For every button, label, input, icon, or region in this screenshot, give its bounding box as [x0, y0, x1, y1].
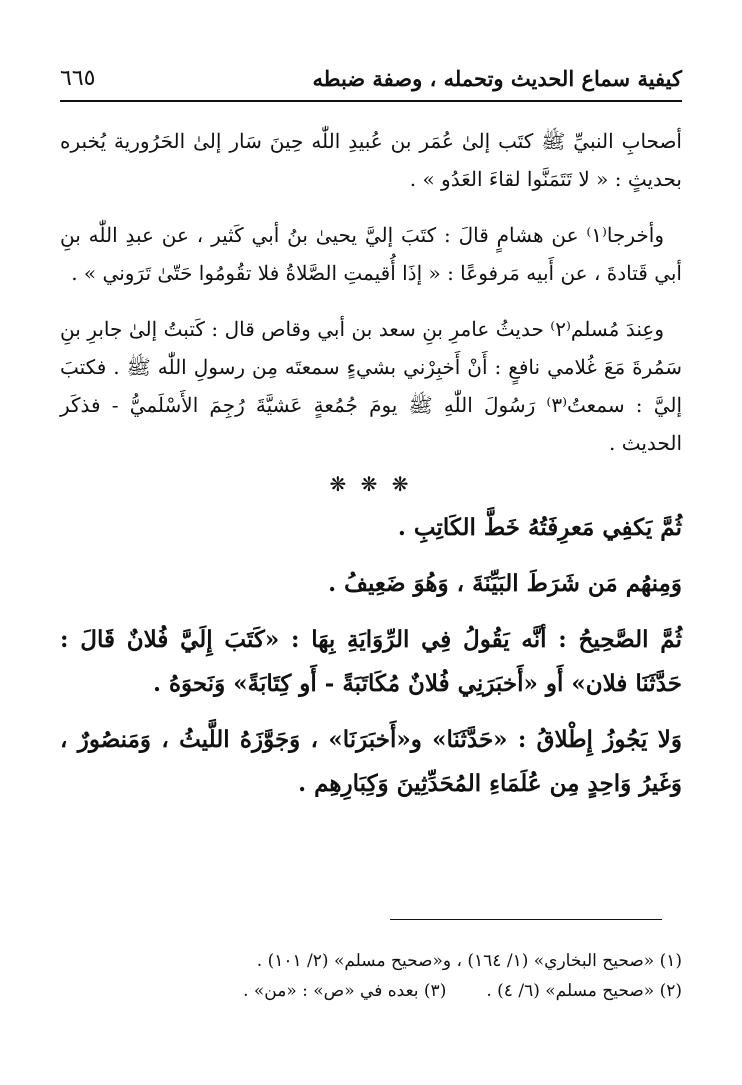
paragraph-3: وعِندَ مُسلم⁽٢⁾ حديثُ عامرِ بنِ سعد بن أبي وقاص قال : كَتبتُ إلىٰ جابرِ بنِ سَمُرةَ مَعَ غُلامي نافعٍ : أَنْ أَخبِرْني بشيءٍ سمعتَه مِن رسولِ اللّٰه ﷺ . فكتبَ إليَّ : سمعتُ⁽٣⁾ رَسُولَ اللّٰهِ ﷺ يومَ جُمُعةٍ عَشيَّةَ رُجِمَ الأَسْلَميُّ - فذكَر الحديث . — [60, 317, 683, 455]
footnote-1: (١) «صحيح البخاري» (١/ ١٦٤) ، و«صحيح مسلم» (٢/ ١٠١) . — [256, 951, 682, 971]
footnotes — [60, 946, 682, 1006]
section-separator: ❋ ❋ ❋ — [329, 472, 413, 496]
page-header — [60, 60, 682, 102]
main-text — [60, 122, 682, 806]
footnote-row-1 — [60, 946, 682, 976]
footnote-row-2 — [60, 976, 682, 1006]
footnote-divider — [390, 919, 662, 920]
paragraph-1: أصحابِ النبيِّ ﷺ كتَب إلىٰ عُمَر بن عُبيدِ اللّٰه حِينَ سَار إلىٰ الحَرُورية يُخبره بحديثٍ : « لا تَتَمَنَّوا لقاءَ العَدُو » . — [60, 129, 682, 191]
verse-2: وَمِنهُم مَن شَرَطَ البَيِّنَةَ ، وَهُوَ ضَعِيفُ . — [328, 570, 682, 597]
verse-4: وَلا يَجُوزُ إِطْلاقُ : «حَدَّثَنَا» و«أَخبَرَنَا» ، وَجَوَّزَهُ اللَّيثُ ، وَمَنصُورٌ ، وَغَيرُ وَاحِدٍ مِن عُلَمَاءِ المُحَدِّثِينَ وَكِبَارِهِم . — [60, 726, 682, 797]
running-title: كيفية سماع الحديث وتحمله ، وصفة ضبطه — [312, 66, 682, 91]
verse-1: ثُمَّ يَكفِي مَعرِفَتُهُ خَطَّ الكَاتِبِ . — [397, 514, 682, 541]
footnote-3: (٣) بعده في «ص» : «من» . — [243, 981, 447, 1001]
paragraph-2: وأخرجا⁽١⁾ عن هشامٍ قالَ : كتَبَ إليَّ يحيىٰ بنُ أبي كَثير ، عن عبدِ اللّٰه بنِ أبي قَتادةَ ، عن أَبيه مَرفوعًا : « إذَا أُقيمتِ الصَّلاةُ فلا تقُومُوا حَتّىٰ تَرَوني » . — [60, 223, 682, 285]
verse-3: ثُمَّ الصَّحِيحُ : أنَّه يَقُولُ فِي الرِّوَايَةِ بِهَا : «كَتَبَ إِلَيَّ فُلانٌ قَالَ : حَدَّثَنَا فلان» أَو «أَخبَرَنِي فُلانٌ مُكَاتَبَةً - أَو كِتَابَةً» وَنَحوَهُ . — [60, 626, 682, 697]
page-number: ٦٦٥ — [60, 66, 96, 91]
footnote-2: (٢) «صحيح مسلم» (٦/ ٤) . — [486, 981, 682, 1001]
